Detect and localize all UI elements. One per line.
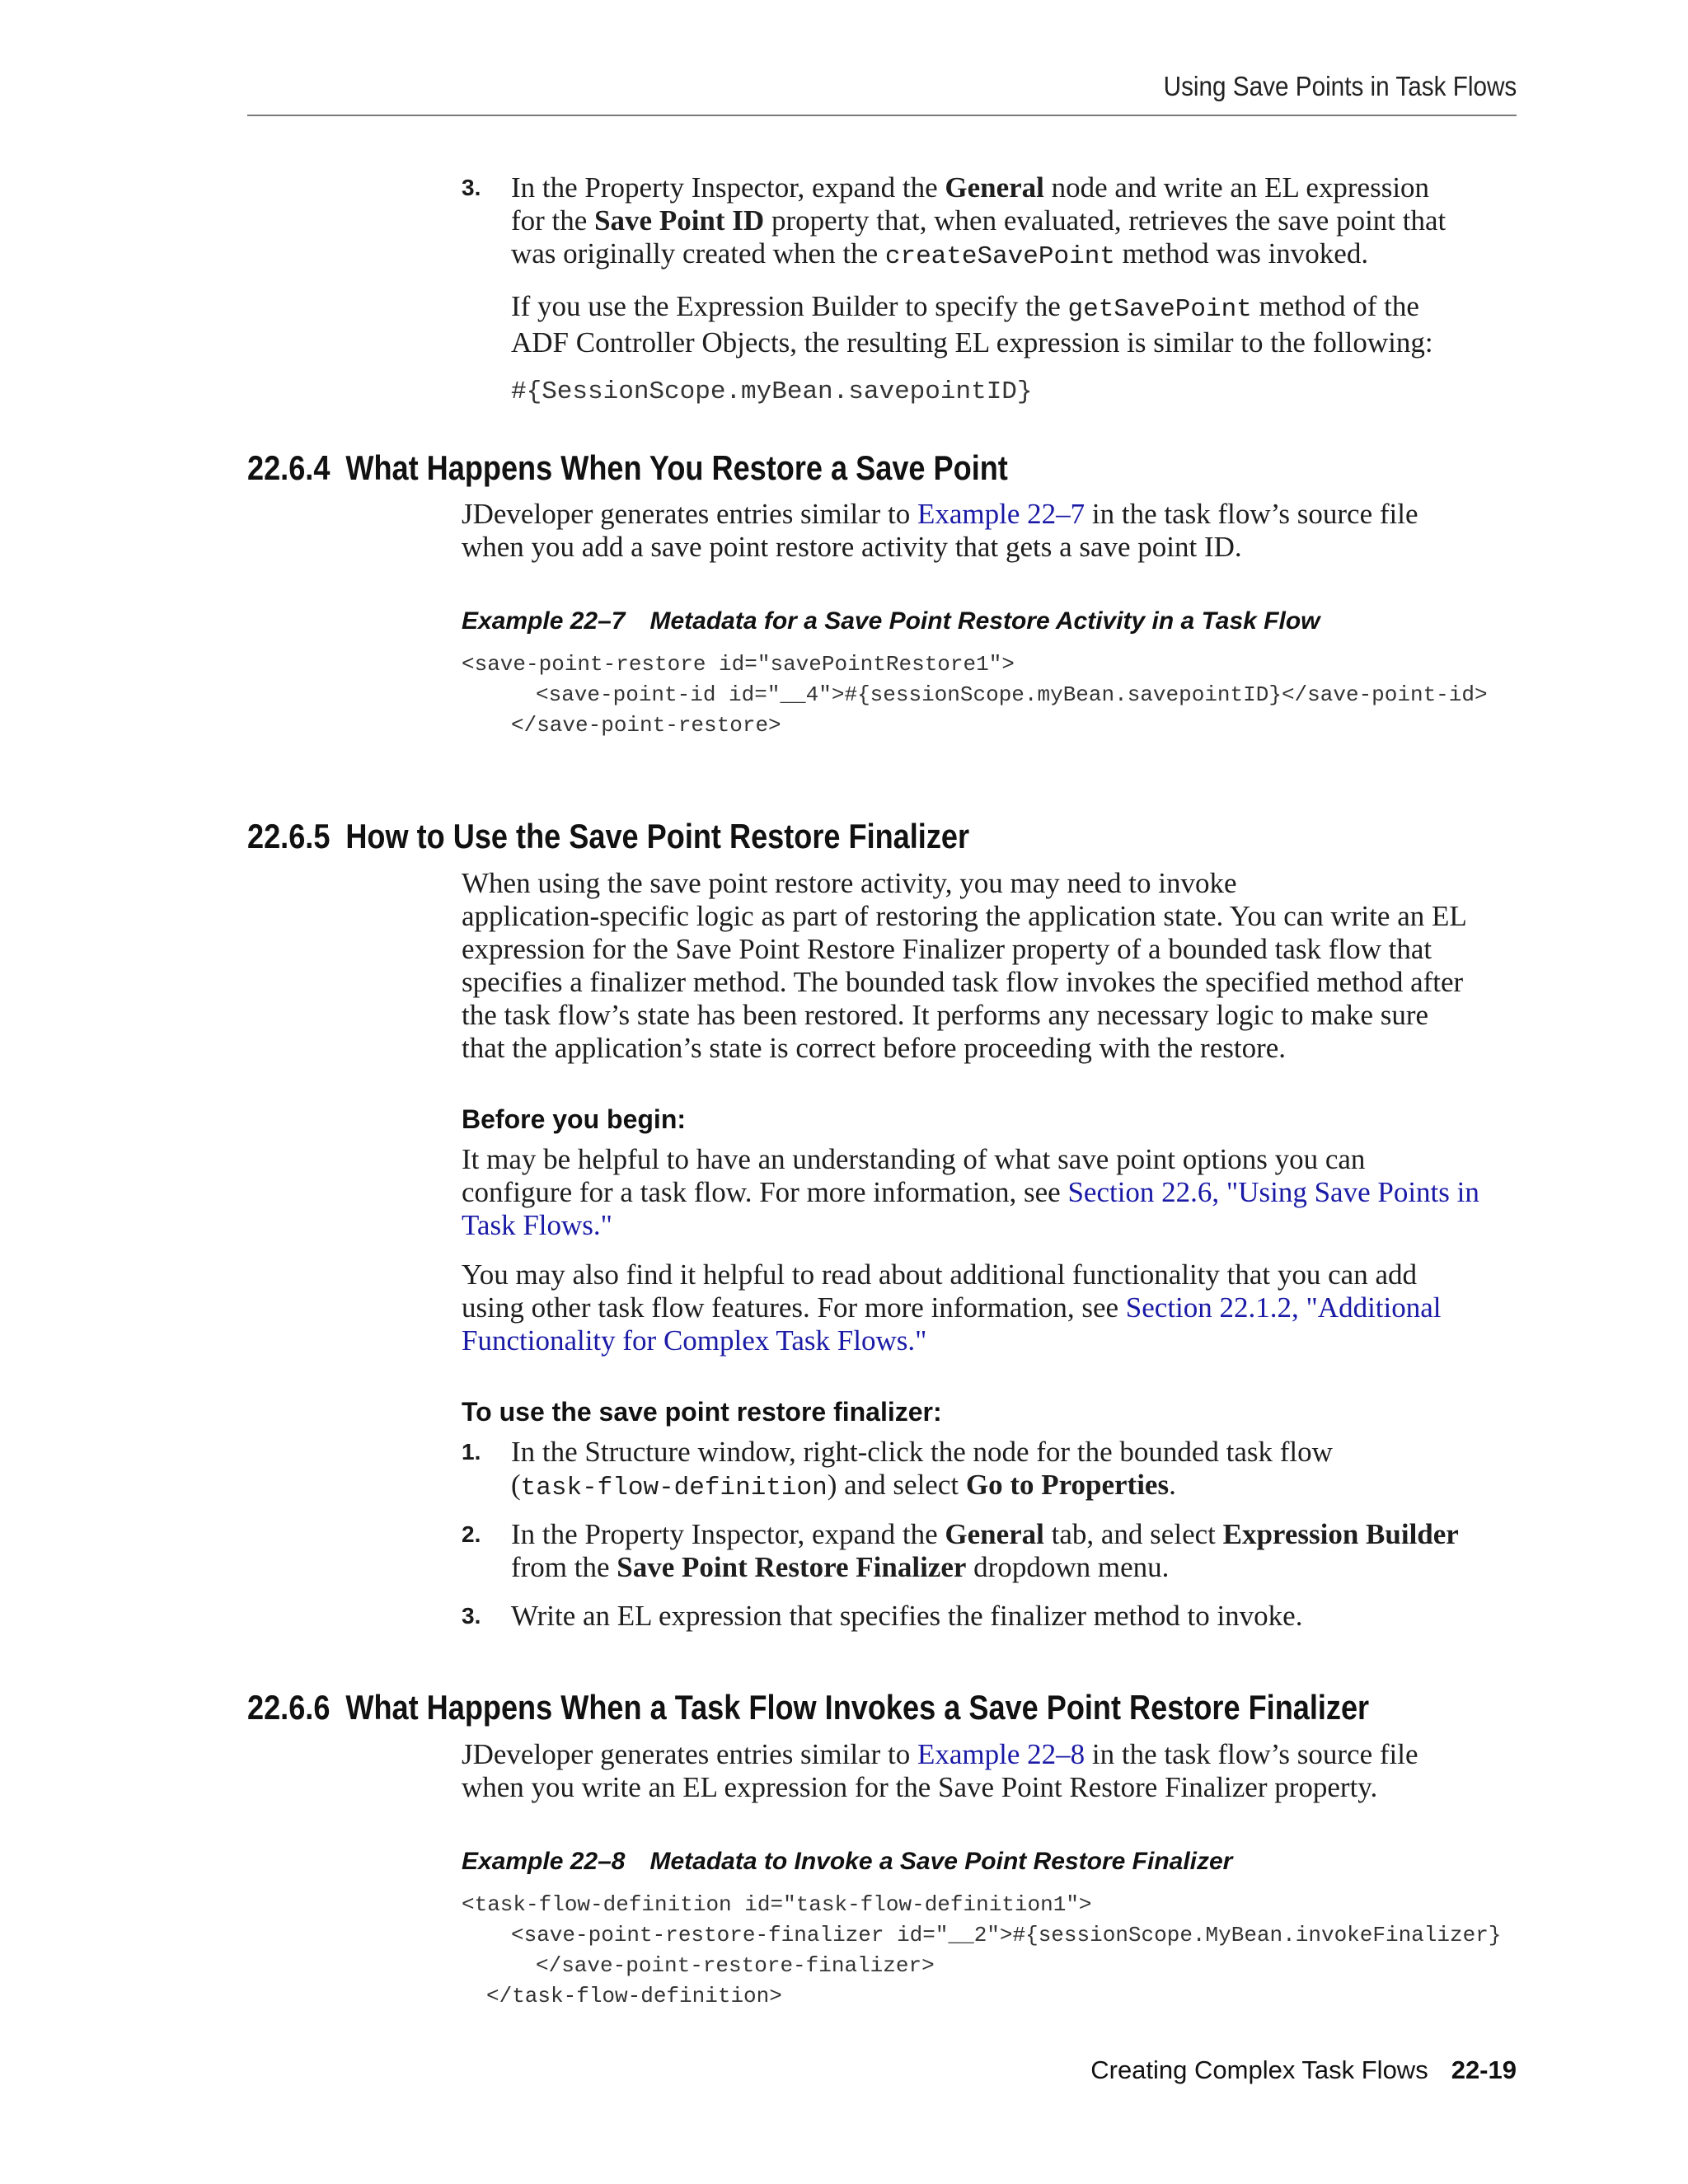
code-line: </task-flow-definition>: [486, 1984, 782, 2008]
el-expression-code: #{SessionScope.myBean.savepointID}: [511, 377, 1033, 406]
example-caption: Example 22–7 Metadata for a Save Point Restore Activity in a Task Flow: [462, 607, 1320, 635]
section-link[interactable]: Functionality for Complex Task Flows.": [462, 1324, 927, 1357]
section-link[interactable]: Section 22.1.2, "Additional: [1125, 1291, 1442, 1324]
step-text: In the Structure window, right-click the node for the bounded task flow (task-flow-definition) and select Go to Properties.: [511, 1436, 1333, 1502]
section-link[interactable]: Section 22.6, "Using Save Points in: [1067, 1176, 1479, 1208]
paragraph: It may be helpful to have an understanding of what save point options you can configure for a task flow. For more information, see Section 22.6, "Using Save Points in Task Flows." You may also find it helpful to read about additional functionality that you can add using other task flow features. For more information, see Section 22.1.2, "Additional Functionality for Complex Task Flows.": [462, 1143, 1479, 1357]
procedure-heading: To use the save point restore finalizer:: [462, 1397, 942, 1427]
step-number: 1.: [462, 1439, 481, 1465]
section-heading-22-6-5: 22.6.5 How to Use the Save Point Restore Finalizer: [247, 817, 970, 855]
paragraph: JDeveloper generates entries similar to Example 22–8 in the task flow’s source file when you write an EL expression for the Save Point Restore Finalizer property.: [462, 1738, 1418, 1803]
page-number: 22-19: [1451, 2055, 1517, 2084]
code-line: <save-point-restore id="savePointRestore1">: [462, 652, 1015, 677]
code-line: <save-point-id id="__4">#{sessionScope.myBean.savepointID}</save-point-id>: [536, 682, 1488, 707]
code-line: <task-flow-definition id="task-flow-definition1">: [462, 1892, 1092, 1917]
example-caption: Example 22–8 Metadata to Invoke a Save Point Restore Finalizer: [462, 1848, 1233, 1875]
step-text: In the Property Inspector, expand the General tab, and select Expression Builder from the Save Point Restore Finalizer dropdown menu.: [511, 1518, 1459, 1583]
code-line: </save-point-restore-finalizer>: [536, 1953, 935, 1978]
paragraph: JDeveloper generates entries similar to Example 22–7 in the task flow’s source file when you add a save point restore activity that gets a save point ID.: [462, 498, 1418, 563]
section-link[interactable]: Task Flows.": [462, 1209, 612, 1241]
step-text: Write an EL expression that specifies the finalizer method to invoke.: [511, 1600, 1303, 1632]
before-you-begin-heading: Before you begin:: [462, 1104, 687, 1134]
code-line: <save-point-restore-finalizer id="__2">#{sessionScope.MyBean.invokeFinalizer}: [511, 1923, 1502, 1947]
header-rule: [247, 115, 1517, 116]
paragraph: When using the save point restore activity, you may need to invoke application-specific logic as part of restoring the application state. You can write an EL expression for the Save Point Restore Finalizer property of a bounded task flow that specifies a finalizer method. The bounded task flow invokes the specified method after the task flow’s state has been restored. It performs any necessary logic to make sure that the application’s state is correct before proceeding with the restore.: [462, 867, 1467, 1064]
step-number: 3.: [462, 1603, 481, 1629]
running-header: Using Save Points in Task Flows: [1163, 71, 1517, 101]
page-footer: [1090, 2055, 1517, 2085]
example-link[interactable]: Example 22–7: [917, 498, 1085, 530]
example-link[interactable]: Example 22–8: [917, 1738, 1085, 1770]
section-heading-22-6-6: 22.6.6 What Happens When a Task Flow Invokes a Save Point Restore Finalizer: [247, 1688, 1370, 1727]
section-heading-22-6-4: 22.6.4 What Happens When You Restore a Save Point: [247, 448, 1008, 487]
footer-title: Creating Complex Task Flows: [1090, 2055, 1428, 2084]
step-number: 3.: [462, 175, 481, 200]
step-text: In the Property Inspector, expand the General node and write an EL expression for the Save Point ID property that, when evaluated, retrieves the save point that was originally created when the createSavePoint method was invoked. If you use the Expression Builder to specify the getSavePoint method of the ADF Controller Objects, the resulting EL expression is similar to the following: #{SessionScope.myBean.savepointID}: [511, 171, 1533, 409]
code-line: </save-point-restore>: [511, 713, 781, 738]
step-number: 2.: [462, 1521, 481, 1547]
